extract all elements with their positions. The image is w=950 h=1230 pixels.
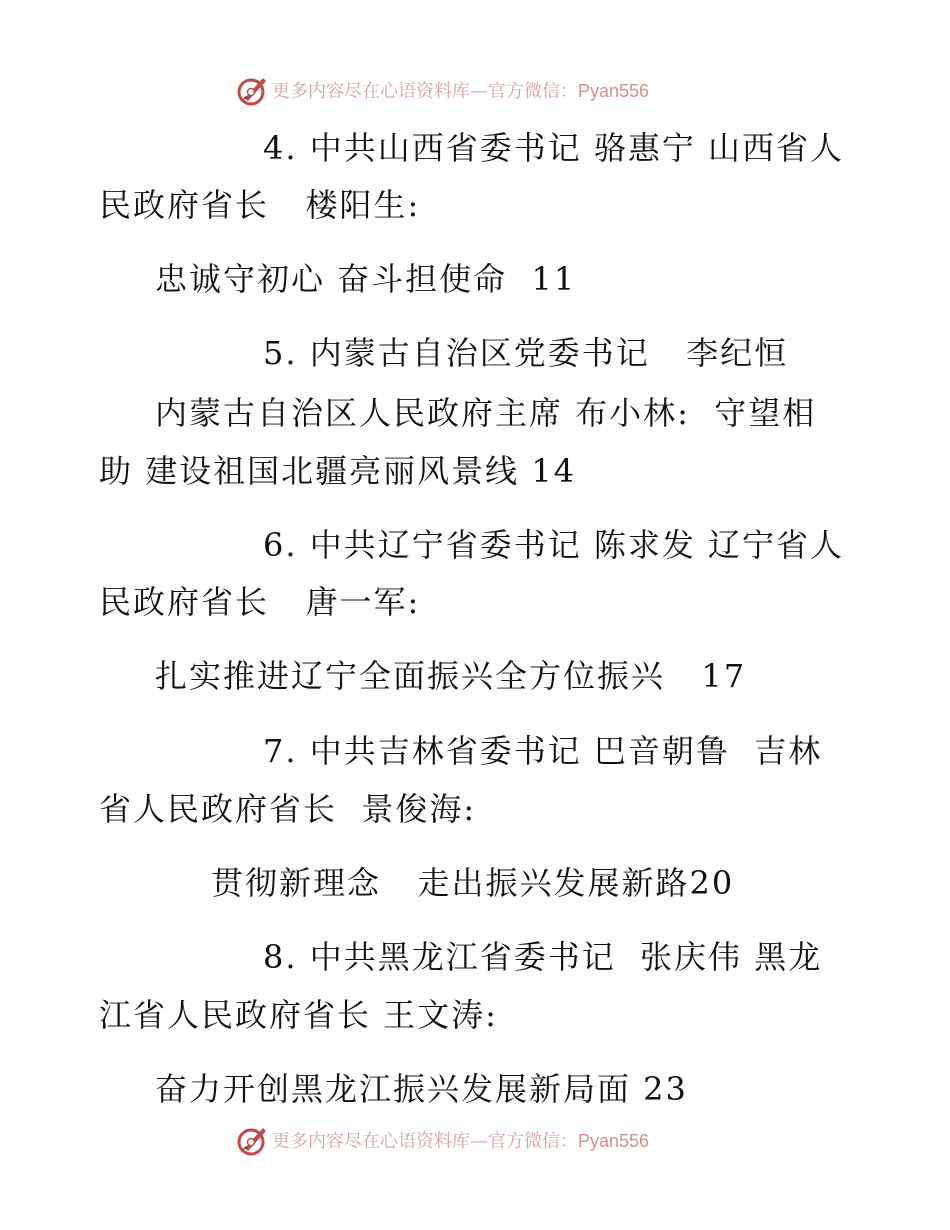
watermark-wechat-label: 官方微信： [488, 81, 578, 102]
toc-entry-4-title: 忠诚守初心 奋斗担使命 11 [155, 260, 577, 298]
watermark-text: 更多内容尽在心语资料库 [272, 1131, 470, 1152]
watermark-separator: — [470, 1131, 488, 1152]
toc-entry-7-line-1: 7. 中共吉林省委书记 巴音朝鲁 吉林 [263, 732, 823, 770]
toc-entry-8-line-2: 江省人民政府省长 王文涛: [99, 996, 498, 1034]
watermark-wechat-handle: Pyan556 [578, 81, 650, 101]
quill-logo-icon [236, 73, 270, 107]
footer-watermark [236, 1123, 649, 1157]
quill-logo-icon [236, 1123, 270, 1157]
toc-entry-6-title: 扎实推进辽宁全面振兴全方位振兴 17 [155, 657, 747, 695]
header-watermark [236, 73, 649, 107]
watermark-wechat-handle: Pyan556 [578, 1131, 650, 1151]
toc-entry-7-title: 贯彻新理念 走出振兴发展新路20 [211, 864, 735, 902]
toc-entry-8-title: 奋力开创黑龙江振兴发展新局面 23 [155, 1070, 688, 1108]
toc-entry-5-line-3: 助 建设祖国北疆亮丽风景线 14 [99, 452, 577, 490]
toc-entry-5-line-1: 5. 内蒙古自治区党委书记 李纪恒 [263, 334, 789, 372]
toc-entry-8-line-1: 8. 中共黑龙江省委书记 张庆伟 黑龙 [263, 938, 823, 976]
toc-entry-6-line-1: 6. 中共辽宁省委书记 陈求发 辽宁省人 [263, 526, 845, 564]
watermark-text: 更多内容尽在心语资料库 [272, 81, 470, 102]
toc-entry-5-line-2: 内蒙古自治区人民政府主席 布小林: 守望相 [155, 394, 817, 432]
toc-entry-4-line-1: 4. 中共山西省委书记 骆惠宁 山西省人 [263, 129, 845, 167]
toc-entry-4-line-2: 民政府省长 楼阳生: [99, 186, 421, 224]
toc-entry-6-line-2: 民政府省长 唐一军: [99, 583, 421, 621]
watermark-wechat-label: 官方微信： [488, 1131, 578, 1152]
toc-entry-7-line-2: 省人民政府省长 景俊海: [99, 790, 477, 828]
watermark-separator: — [470, 81, 488, 102]
